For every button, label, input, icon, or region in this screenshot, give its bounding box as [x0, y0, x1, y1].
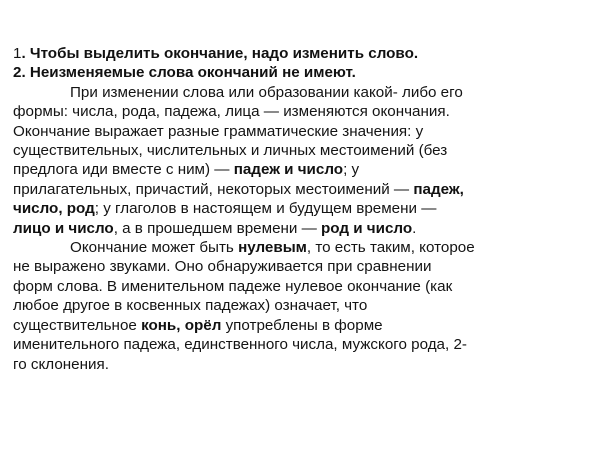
paragraph-line: формы: числа, рода, падежа, лица — изменяются окончания. [13, 103, 450, 121]
text-span: , а в прошедшем времени — [113, 219, 322, 237]
emphasis-text: падеж и число [233, 161, 344, 179]
paragraph-line: любое другое в косвенных падежах) означает, что [13, 297, 368, 315]
text-span: ; у [343, 161, 360, 179]
paragraph-line [13, 180, 591, 199]
text-span: Окончание может быть [70, 239, 239, 257]
paragraph-line: не выражено звуками. Оно обнаруживается при сравнении [13, 258, 432, 276]
rule-2 [13, 63, 591, 82]
rule-1-text: . Чтобы выделить окончание, надо изменить слово. [21, 45, 419, 62]
paragraph-line [13, 199, 591, 218]
emphasis-text: число, род [13, 200, 95, 218]
paragraph-line: именительного падежа, единственного числа, мужского рода, 2- [13, 336, 467, 354]
paragraph-zero-ending [13, 238, 591, 374]
paragraph-line: го склонения. [13, 355, 109, 373]
emphasis-text: нулевым [238, 239, 307, 257]
paragraph-line: существительных, числительных и личных местоимений (без [13, 142, 448, 160]
paragraph-line [13, 160, 591, 179]
rule-1-number: 1 [13, 45, 22, 62]
paragraph-line [13, 316, 591, 335]
emphasis-text: лицо и число [13, 219, 114, 237]
text-span: существительное [13, 316, 142, 334]
paragraph-line [13, 219, 591, 238]
rule-1 [13, 44, 591, 63]
text-span: предлога иди вместе с ним) — [13, 161, 234, 179]
text-span: . [412, 219, 417, 237]
paragraph-line: Окончание выражает разные грамматические значения: у [13, 122, 424, 140]
emphasis-text: падеж, [413, 180, 464, 198]
text-span: прилагательных, причастий, некоторых местоимений — [13, 180, 414, 198]
emphasis-text: род и число [321, 219, 413, 237]
text-span: ; у глаголов в настоящем и будущем времени — [94, 200, 437, 218]
paragraph-endings-meaning [13, 83, 591, 238]
document-text [13, 44, 591, 374]
rule-2-number: 2. [13, 64, 30, 82]
paragraph-line: форм слова. В именительном падеже нулевое окончание (как [13, 277, 453, 295]
emphasis-text: конь, орёл [141, 316, 222, 334]
paragraph-line [13, 238, 591, 257]
rule-2-text: Неизменяемые слова окончаний не имеют. [29, 64, 356, 82]
text-span: , то есть таким, которое [306, 239, 475, 257]
paragraph-line: При изменении слова или образовании какой- либо его [70, 83, 463, 101]
text-span: употреблены в форме [221, 316, 383, 334]
